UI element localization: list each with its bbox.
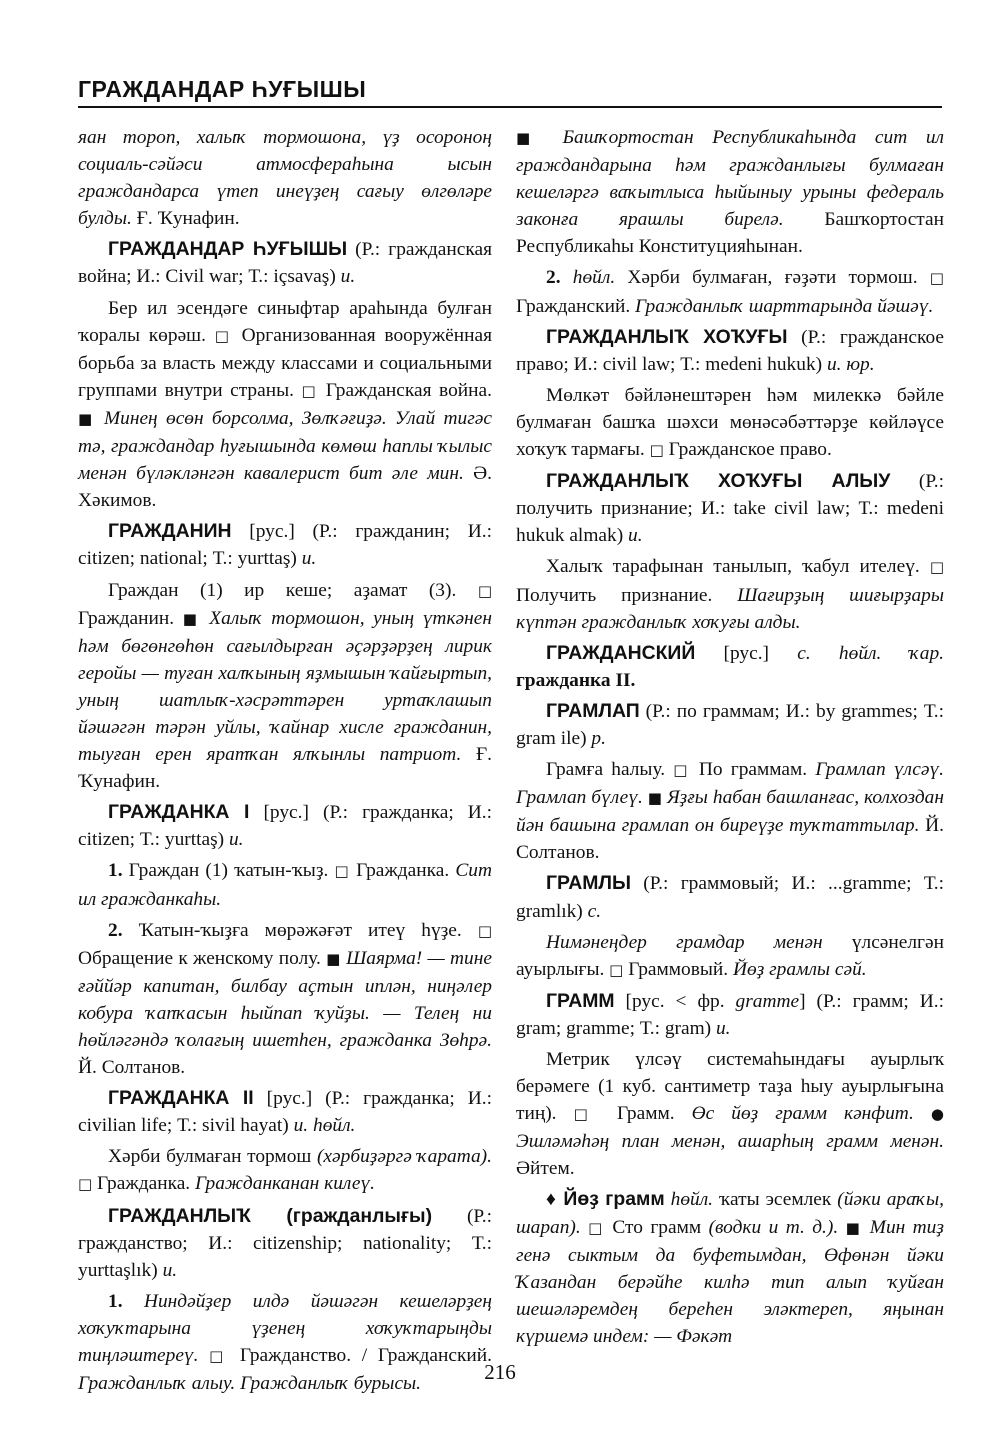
headword: ГРАЖДАНИН	[108, 520, 232, 543]
headword: ГРАМЛЫ	[546, 872, 631, 895]
definition: Метрик үлсәү системаһындағы ауырлыҡ берәмеге (1 куб. сантиметр таҙа һыу ауырлығына тиң). □ Грамм. Өс йөҙ грамм кәнфит. ● Эшләмәһәң план менән, ашарһың грамм менән. Әйтем.	[516, 1049, 944, 1180]
paragraph: яан тороп, халыҡ тормошона, үҙ осороноң социаль-сәйәси атмосфераһына ысын граждандарса үтеп инеүҙең сағыу өлгөләре булды. Ғ. Ҡунафин.	[78, 127, 492, 230]
sense-1: 1. Ниндәйҙер илдә йәшәгән кешеләрҙең хоҡуҡтарына үҙенең хоҡуҡтарыңды тиңләштереү. □ Гражданство. / Гражданский. Гражданлыҡ алыу. Гражданлыҡ бурысы.	[78, 1290, 492, 1395]
open-square-icon: □	[301, 381, 319, 400]
filled-square-icon: ■	[647, 789, 662, 808]
filled-square-icon: ■	[182, 609, 201, 628]
headword: ГРАЖДАНСКИЙ	[546, 641, 696, 664]
open-square-icon: □	[673, 761, 691, 780]
open-square-icon: □	[334, 862, 350, 881]
sense-1: 1. Граждан (1) ҡатын-ҡыҙ. □ Гражданка. Сит ил гражданкаһы.	[78, 860, 492, 910]
sense-2: 2. һөйл. Хәрби булмаған, ғәҙәти тормош. □ Гражданский. Гражданлыҡ шарттарында йәшәү.	[516, 267, 944, 317]
entry-gramly: ГРАМЛЫ (Р.: граммовый; И.: ...gramme; Т.: gramlık) с.	[516, 872, 944, 922]
open-square-icon: □	[649, 441, 664, 460]
entry-grazhdandar-hugyshy: ГРАЖДАНДАР ҺУҒЫШЫ (Р.: гражданская война; И.: Civil war; Т.: içsavaş) и.	[78, 238, 492, 288]
page-number: 216	[484, 1360, 516, 1384]
running-head: ГРАЖДАНДАР ҺУҒЫШЫ	[78, 76, 367, 102]
definition: Граждан (1) ир кеше; аҙамат (3). □ Гражданин. ■ Халыҡ тормошон, уның үткәнен һәм бөгөнгөһөн сағылдырған әҫәрҙәрҙең лирик геройы — туған халҡының яҙмышын ҡайғыртып, уның шатлыҡ-хәсрәттәрен уртаҡлашып йәшәгән тәрән уйлы, ҡайнар хисле гражданин, тыуған ерен яратҡан ялҡынлы патриот. Ғ. Ҡунафин.	[78, 579, 493, 793]
open-square-icon: □	[929, 558, 944, 577]
entry-grazhdanlyk-hokugy: ГРАЖДАНЛЫҠ ХОҠУҒЫ (Р.: гражданское право; И.: civil law; Т.: medeni hukuk) и. юр.	[516, 325, 944, 375]
open-square-icon: □	[78, 1175, 93, 1194]
filled-square-icon: ■	[326, 949, 341, 968]
definition: Бер ил эсендәге синыфтар араһында булған ҡоралы көрәш. □ Организованная вооружённая борьба за власть между классами и социальными группами внутри страны. □ Гражданская война. ■ Минең өсөн борсолма, Зөлҡәғиҙә. Улай тигәс тә, граждандар һуғышында көмөш һаплы ҡылыс менән бүләкләнгән кавалерист бит әле мин. Ә. Хәкимов.	[78, 297, 493, 512]
phrase-yoz-gramm: ♦ Йөҙ грамм һөйл. ҡаты эсемлек (йәки араҡы, шарап). □ Сто грамм (водки и т. д.). ■ Мин тиҙ генә сыктым да буфетымдан, Өфөнән йәки Ҡазандан берәйһе килһә тип алып ҡуйған шешәләремдең береһен эләктереп, яңынан күршемә индем: — Фәкәт	[516, 1188, 944, 1347]
definition: Хәрби булмаған тормош (хәрбиҙәргә ҡарата). □ Гражданка. Гражданканан килеү.	[78, 1146, 492, 1195]
filled-square-icon: ■	[78, 409, 96, 428]
open-square-icon: □	[929, 269, 944, 288]
open-square-icon: □	[477, 581, 492, 600]
left-column	[78, 124, 492, 1401]
headword: ГРАЖДАНЛЫҠ ХОҠУҒЫ АЛЫУ	[546, 470, 891, 493]
headword: ГРАЖДАНКА I	[108, 801, 250, 824]
definition: Мөлкәт бәйләнештәрен һәм милеккә бәйле булмаған башҡа шәхси мөнәсәбәттәрҙе көйләүсе хоҡуҡ тармағы. □ Гражданское право.	[516, 384, 944, 461]
open-square-icon: □	[609, 960, 624, 979]
definition: Грамға һалыу. □ По граммам. Грамлап үлсәү. Грамлап бүлеү. ■ Яҙғы һабан башланғас, колхоздан йән башына грамлап он биреүҙе туҡтаттылар. Й. Солтанов.	[516, 759, 944, 864]
entry-grazhdanlyk-hokugy-alyu: ГРАЖДАНЛЫҠ ХОҠУҒЫ АЛЫУ (Р.: получить признание; И.: take civil law; Т.: medeni hukuk almak) и.	[516, 470, 944, 547]
entry-grazhdanka-2: ГРАЖДАНКА II [рус.] (Р.: гражданка; И.: civilian life; Т.: sivil hayat) и. һөйл.	[78, 1087, 492, 1137]
right-column	[516, 124, 944, 1354]
headword: ГРАМЛАП	[546, 699, 640, 722]
entry-grazhdanlyk: ГРАЖДАНЛЫҠ (гражданлығы) (Р.: гражданство; И.: citizenship; nationality; Т.: yurttaşlık) и.	[78, 1204, 492, 1281]
entry-grazhdanin: ГРАЖДАНИН [рус.] (Р.: гражданин; И.: citizen; national; Т.: yurttaş) и.	[78, 520, 492, 570]
sense-2: 2. Ҡатын-ҡыҙға мөрәжәғәт итеү һүҙе. □ Обращение к женскому полу. ■ Шаярма! — тине ғәййәр капитан, билбау аҫтын иплән, ниңәлер кобура ҡапҡасын һыйпап ҡуйҙы. — Телең ни һөйләгәндә ҡолағың ишетһен, гражданка Зөһрә. Й. Солтанов.	[78, 919, 492, 1079]
diamond-icon: ♦	[546, 1189, 557, 1211]
entry-gramlap: ГРАМЛАП (Р.: по граммам; И.: by grammes; Т.: gram ile) р.	[516, 699, 944, 749]
entry-grazhdanskiy: ГРАЖДАНСКИЙ [рус.] с. һөйл. ҡар. гражданка II.	[516, 641, 944, 691]
filled-square-icon: ■	[845, 1218, 863, 1237]
filled-square-icon: ■	[516, 129, 544, 147]
headword: ГРАЖДАНЛЫҠ (гражданлығы)	[108, 1204, 433, 1227]
headword: ГРАЖДАНКА II	[108, 1087, 254, 1110]
definition: Нимәнеңдер грамдар менән үлсәнелгән ауырлығы. □ Граммовый. Йөҙ грамлы сәй.	[516, 931, 944, 980]
open-square-icon: □	[573, 1105, 600, 1124]
definition: Халыҡ тарафынан танылып, ҡабул ителеү. □ Получить признание. Шағирҙың шиғырҙары күптән гражданлыҡ хоҡуғы алды.	[516, 556, 944, 633]
entry-gramm: ГРАММ [рус. < фр. gramme] (Р.: грамм; И.: gram; gramme; Т.: gram) и.	[516, 989, 944, 1039]
open-square-icon: □	[214, 326, 233, 345]
entry-grazhdanka-1: ГРАЖДАНКА I [рус.] (Р.: гражданка; И.: citizen; Т.: yurttaş) и.	[78, 801, 492, 851]
open-square-icon: □	[588, 1218, 605, 1237]
header-rule	[78, 106, 942, 108]
open-square-icon: □	[209, 1347, 230, 1366]
headword: ГРАЖДАНДАР ҺУҒЫШЫ	[108, 238, 348, 261]
headword: ГРАММ	[546, 989, 615, 1012]
headword: ГРАЖДАНЛЫҠ ХОҠУҒЫ	[546, 325, 788, 348]
example: ■ Башҡортостан Республикаһында сит ил граждандарына һәм гражданлығы булмаған кешеләргә ваҡытлыса һыйыныу урыны федераль законға ярашлы бирелә. Башҡортостан Республикаһы Конституцияһынан.	[516, 127, 944, 258]
bullet-icon: ●	[930, 1105, 944, 1124]
open-square-icon: □	[477, 921, 492, 940]
